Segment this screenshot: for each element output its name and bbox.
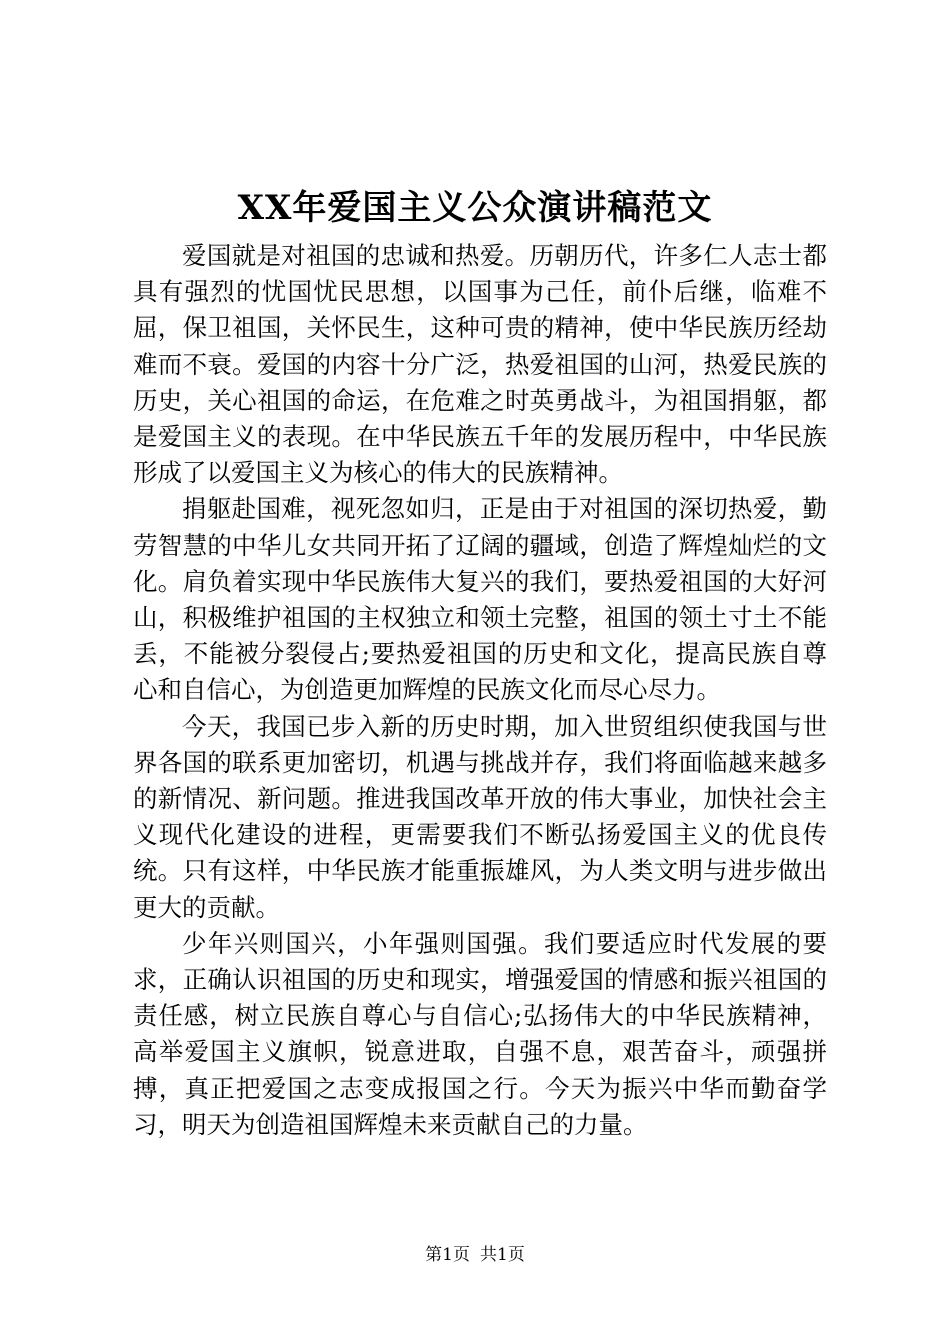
page-footer <box>0 1243 950 1267</box>
paragraph-3: 今天，我国已步入新的历史时期，加入世贸组织使我国与世界各国的联系更加密切，机遇与挑战并存，我们将面临越来越多的新情况、新问题。推进我国改革开放的伟大事业，加快社会主义现代化建设的进程，更需要我们不断弘扬爱国主义的优良传统。只有这样，中华民族才能重振雄风，为人类文明与进步做出更大的贡献。 <box>133 711 827 922</box>
document-title: XX年爱国主义公众演讲稿范文 <box>237 188 713 228</box>
paragraph-2: 捐躯赴国难，视死忽如归，正是由于对祖国的深切热爱，勤劳智慧的中华儿女共同开拓了辽阔的疆域，创造了辉煌灿烂的文化。肩负着实现中华民族伟大复兴的我们，要热爱祖国的大好河山，积极维护祖国的主权独立和领土完整，祖国的领土寸土不能丢，不能被分裂侵占;要热爱祖国的历史和文化，提高民族自尊心和自信心，为创造更加辉煌的民族文化而尽心尽力。 <box>133 494 827 705</box>
page-number: 第1页 <box>425 1245 470 1265</box>
page-total: 共1页 <box>480 1245 525 1265</box>
paragraph-1: 爱国就是对祖国的忠诚和热爱。历朝历代，许多仁人志士都具有强烈的忧国忧民思想，以国事为己任，前仆后继，临难不屈，保卫祖国，关怀民生，这种可贵的精神，使中华民族历经劫难而不衰。爱国的内容十分广泛，热爱祖国的山河，热爱民族的历史，关心祖国的命运，在危难之时英勇战斗，为祖国捐躯，都是爱国主义的表现。在中华民族五千年的发展历程中，中华民族形成了以爱国主义为核心的伟大的民族精神。 <box>133 241 827 488</box>
document-body <box>133 238 827 1143</box>
paragraph-4: 少年兴则国兴，小年强则国强。我们要适应时代发展的要求，正确认识祖国的历史和现实，增强爱国的情感和振兴祖国的责任感，树立民族自尊心与自信心;弘扬伟大的中华民族精神，高举爱国主义旗帜，锐意进取，自强不息，艰苦奋斗，顽强拼搏，真正把爱国之志变成报国之行。今天为振兴中华而勤奋学习，明天为创造祖国辉煌未来贡献自己的力量。 <box>133 928 827 1139</box>
